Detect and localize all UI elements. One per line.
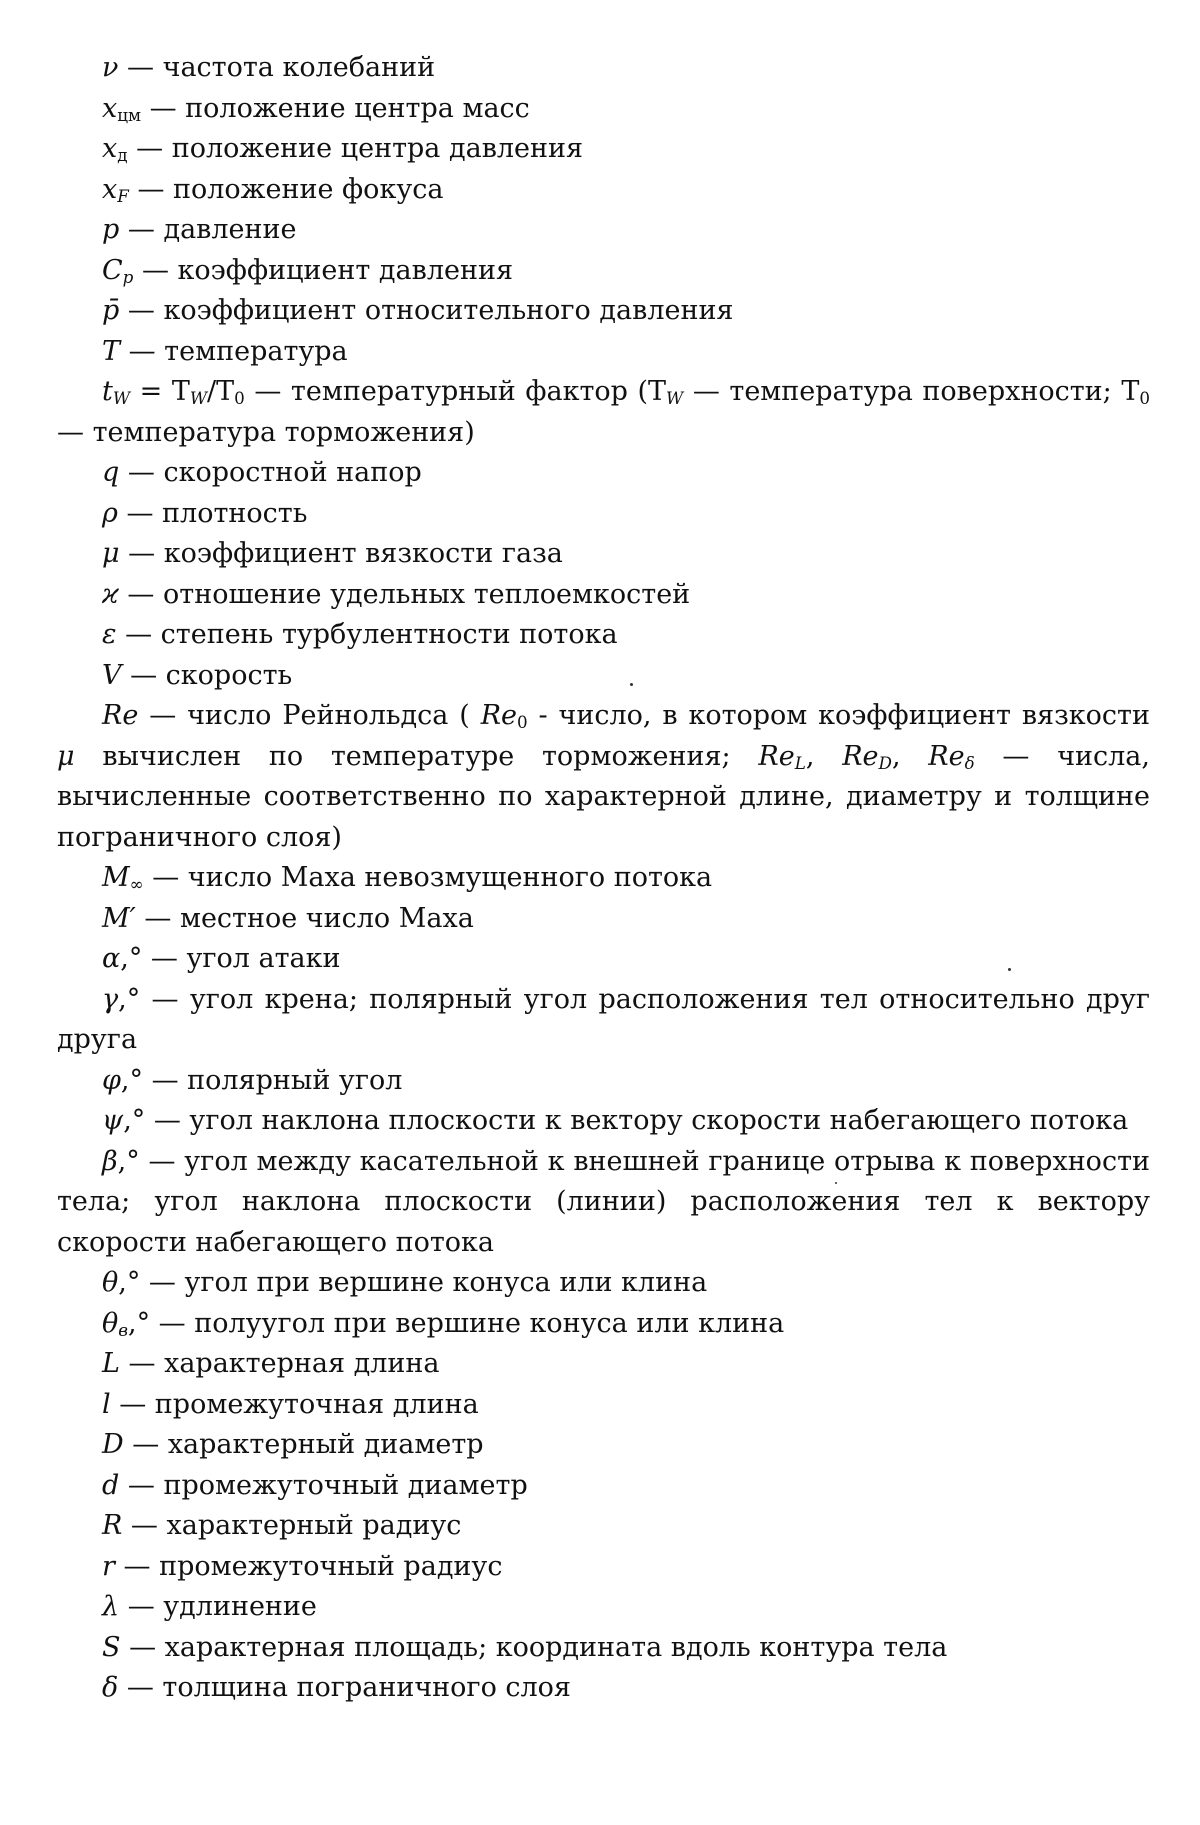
description: /T <box>207 376 235 407</box>
symbol: Re <box>758 740 795 772</box>
scan-speck <box>630 683 633 686</box>
description: — коэффициент относительного давления <box>119 295 734 326</box>
description: — коэффициент вязкости газа <box>119 538 563 569</box>
symbol: δ <box>102 1672 119 1703</box>
symbol: Re <box>842 740 879 772</box>
symbol: λ <box>102 1591 120 1622</box>
subscript: δ <box>964 752 975 773</box>
entry-r-char <box>57 1506 1150 1547</box>
symbol: ϰ <box>102 578 119 610</box>
description: — давление <box>119 214 297 245</box>
description: — положение фокуса <box>128 173 444 205</box>
entry-s <box>57 1628 1150 1669</box>
description: — промежуточная длина <box>110 1388 479 1420</box>
entry-beta <box>57 1142 1150 1264</box>
description: ,° — угол между касательной к внешней границе отрыва к поверхности тела; угол наклона плоскости (линии) расположения тел к вектору скорости набегающего потока <box>57 1145 1150 1258</box>
symbol: R <box>102 1510 123 1541</box>
subscript: ∞ <box>129 874 144 895</box>
symbol: θ <box>102 1307 119 1339</box>
symbol: C <box>102 254 123 286</box>
entry-alpha <box>57 939 1150 980</box>
description: ,° — полуугол при вершине конуса или клина <box>128 1307 785 1339</box>
symbol: D <box>102 1429 124 1460</box>
entry-rho <box>57 494 1150 535</box>
subscript: 0 <box>234 388 245 409</box>
entry-d-char <box>57 1425 1150 1466</box>
subscript: 0 <box>517 712 528 733</box>
description: — скорость <box>121 659 293 691</box>
symbol: ν <box>102 52 119 83</box>
symbol: μ <box>57 740 75 772</box>
symbol: ρ <box>102 497 118 529</box>
description: — характерный диаметр <box>123 1429 484 1460</box>
description: — удлинение <box>119 1591 317 1622</box>
description: — числа, вычисленные соответственно по характерной длине, диаметру и толщине пограничного слоя) <box>57 740 1150 853</box>
entry-p <box>57 210 1150 251</box>
scan-speck <box>1008 968 1011 971</box>
symbol: p <box>102 214 120 245</box>
description: = T <box>130 376 190 407</box>
symbol: μ <box>102 538 120 569</box>
description: , <box>805 740 843 772</box>
subscript: 0 <box>1139 388 1150 409</box>
symbol: x <box>102 173 118 205</box>
entry-epsilon <box>57 615 1150 656</box>
entry-x-cm <box>57 89 1150 130</box>
description: ,° — полярный угол <box>120 1064 403 1096</box>
symbol: l <box>102 1388 111 1420</box>
symbol: α <box>102 943 121 974</box>
entry-x-f <box>57 170 1150 211</box>
symbol: γ <box>102 983 119 1015</box>
entry-theta <box>57 1263 1150 1304</box>
entry-r-inter <box>57 1547 1150 1588</box>
entry-l-char <box>57 1344 1150 1385</box>
scan-speck <box>835 1182 837 1184</box>
entry-x-d <box>57 129 1150 170</box>
subscript: в <box>118 1319 129 1340</box>
symbol: ψ <box>102 1105 124 1136</box>
symbol: p̄ <box>102 295 120 326</box>
description: — местное число Маха <box>135 902 474 934</box>
entry-cp <box>57 251 1150 292</box>
symbol: θ <box>102 1267 119 1298</box>
description: — коэффициент давления <box>133 254 513 286</box>
description: , <box>891 740 929 772</box>
symbol: d <box>102 1469 120 1501</box>
symbol: β <box>102 1145 118 1177</box>
entry-v <box>57 656 1150 697</box>
entry-delta <box>57 1668 1150 1709</box>
description: — температурный фактор (T <box>244 376 667 407</box>
description: — положение центра давления <box>127 133 584 164</box>
symbol: φ <box>102 1064 121 1096</box>
description: — температура торможения) <box>57 416 475 448</box>
entry-m-local <box>57 899 1150 940</box>
subscript: D <box>878 752 892 773</box>
entry-m-inf <box>57 858 1150 899</box>
description: — положение центра масс <box>141 92 530 124</box>
description: — характерная длина <box>119 1348 440 1379</box>
description: — толщина пограничного слоя <box>118 1672 571 1703</box>
symbol: T <box>102 335 121 367</box>
description: ,° — угол атаки <box>120 943 341 974</box>
symbol: r <box>102 1550 115 1582</box>
description: вычислен по температуре торможения; <box>74 740 759 772</box>
description: — промежуточный диаметр <box>119 1469 528 1501</box>
symbol-list <box>57 48 1150 1709</box>
description: ,° — угол крена; полярный угол расположения тел относительно друг друга <box>57 983 1150 1055</box>
symbol: M <box>102 862 130 893</box>
description: — степень турбулентности потока <box>116 619 618 650</box>
subscript: W <box>189 388 208 409</box>
entry-nu <box>57 48 1150 89</box>
symbol: x <box>102 92 118 124</box>
description: ,° — угол наклона плоскости к вектору скорости набегающего потока <box>123 1105 1129 1136</box>
symbol: Re <box>102 700 139 731</box>
description: — число Рейнольдса ( <box>138 700 481 731</box>
symbol: ε <box>102 619 117 650</box>
entry-theta-v <box>57 1304 1150 1345</box>
entry-re <box>57 696 1150 858</box>
symbol: Re <box>928 740 965 772</box>
description: — промежуточный радиус <box>114 1550 503 1582</box>
description: — плотность <box>117 497 308 529</box>
entry-q <box>57 453 1150 494</box>
description: - число, в котором коэффициент вязкости <box>527 700 1150 731</box>
description: ,° — угол при вершине конуса или клина <box>118 1267 708 1298</box>
entry-l-inter <box>57 1385 1150 1426</box>
subscript: p <box>122 266 134 287</box>
subscript: F <box>117 185 129 206</box>
symbol: M′ <box>102 902 136 934</box>
entry-gamma <box>57 980 1150 1061</box>
symbol: q <box>102 457 120 488</box>
symbol: V <box>102 659 122 691</box>
symbol: Re <box>480 700 517 731</box>
subscript: W <box>666 388 684 409</box>
description: — скоростной напор <box>119 457 422 488</box>
description: — характерный радиус <box>122 1510 462 1541</box>
description: — характерная площадь; координата вдоль контура тела <box>120 1631 948 1663</box>
description: — отношение удельных теплоемкостей <box>118 578 691 610</box>
entry-t <box>57 332 1150 373</box>
entry-lambda <box>57 1587 1150 1628</box>
entry-phi <box>57 1061 1150 1102</box>
subscript: д <box>117 145 128 166</box>
entry-mu <box>57 534 1150 575</box>
symbol: L <box>102 1348 120 1379</box>
entry-kappa <box>57 575 1150 616</box>
entry-p-bar <box>57 291 1150 332</box>
description: — температура поверхности; T <box>683 376 1140 407</box>
symbol: S <box>102 1631 121 1663</box>
subscript: W <box>112 388 131 409</box>
symbol: x <box>102 133 118 164</box>
description: — температура <box>120 335 348 367</box>
subscript: цм <box>117 104 142 125</box>
entry-tw <box>57 372 1150 453</box>
entry-d-inter <box>57 1466 1150 1507</box>
symbol: t <box>102 376 113 407</box>
entry-psi <box>57 1101 1150 1142</box>
description: — частота колебаний <box>118 52 436 83</box>
subscript: L <box>794 752 806 773</box>
description: — число Маха невозмущенного потока <box>143 862 713 893</box>
